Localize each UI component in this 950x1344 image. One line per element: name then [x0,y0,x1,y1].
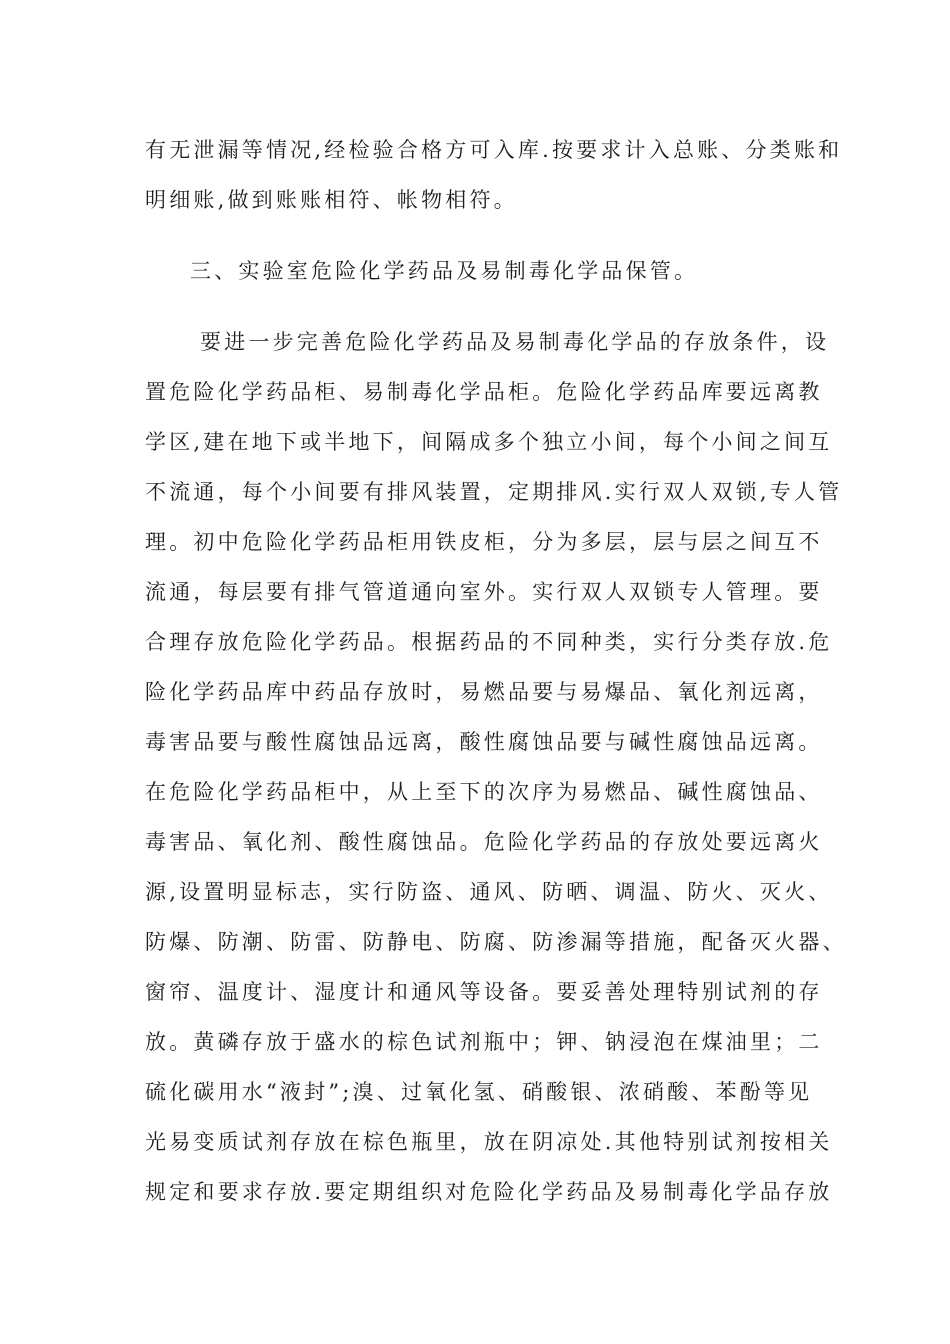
paragraph-first-line: 要进一步完善危险化学药品及易制毒化学品的存放条件，设 [200,330,830,354]
text-line-9: 流通，每层要有排气管道通向室外。实行双人双锁专人管理。要 [145,580,823,604]
section-heading: 三、实验室危险化学药品及易制毒化学品保管。 [190,259,699,283]
text-line-8: 理。初中危险化学药品柜用铁皮柜，分为多层，层与层之间互不 [145,530,823,554]
text-line-12: 毒害品要与酸性腐蚀品远离，酸性腐蚀品要与碱性腐蚀品远离。 [145,730,823,754]
text-line-6: 学区,建在地下或半地下，间隔成多个独立小间，每个小间之间互 [145,430,833,454]
text-line-14: 毒害品、氧化剂、酸性腐蚀品。危险化学药品的存放处要远离火 [145,830,823,854]
text-line-19: 硫化碳用水“液封”;溴、过氧化氢、硝酸银、浓硝酸、苯酚等见 [145,1080,813,1104]
text-line-13: 在危险化学药品柜中，从上至下的次序为易燃品、碱性腐蚀品、 [145,780,823,804]
text-line-2: 明细账,做到账账相符、帐物相符。 [145,188,518,212]
text-line-1: 有无泄漏等情况,经检验合格方可入库.按要求计入总账、分类账和 [145,138,843,162]
text-line-11: 险化学药品库中药品存放时，易燃品要与易爆品、氧化剂远离， [145,680,823,704]
text-line-15: 源,设置明显标志，实行防盗、通风、防晒、调温、防火、灭火、 [145,880,833,904]
text-line-7: 不流通，每个小间要有排风装置，定期排风.实行双人双锁,专人管 [145,480,843,504]
text-line-18: 放。黄磷存放于盛水的棕色试剂瓶中；钾、钠浸泡在煤油里；二 [145,1030,823,1054]
text-line-16: 防爆、防潮、防雷、防静电、防腐、防渗漏等措施，配备灭火器、 [145,930,847,954]
text-line-10: 合理存放危险化学药品。根据药品的不同种类，实行分类存放.危 [145,630,833,654]
text-line-17: 窗帘、温度计、湿度计和通风等设备。要妥善处理特别试剂的存 [145,980,823,1004]
text-line-20: 光易变质试剂存放在棕色瓶里，放在阴凉处.其他特别试剂按相关 [145,1130,833,1154]
text-line-5: 置危险化学药品柜、易制毒化学品柜。危险化学药品库要远离教 [145,380,823,404]
text-line-21: 规定和要求存放.要定期组织对危险化学药品及易制毒化学品存放 [145,1180,833,1204]
